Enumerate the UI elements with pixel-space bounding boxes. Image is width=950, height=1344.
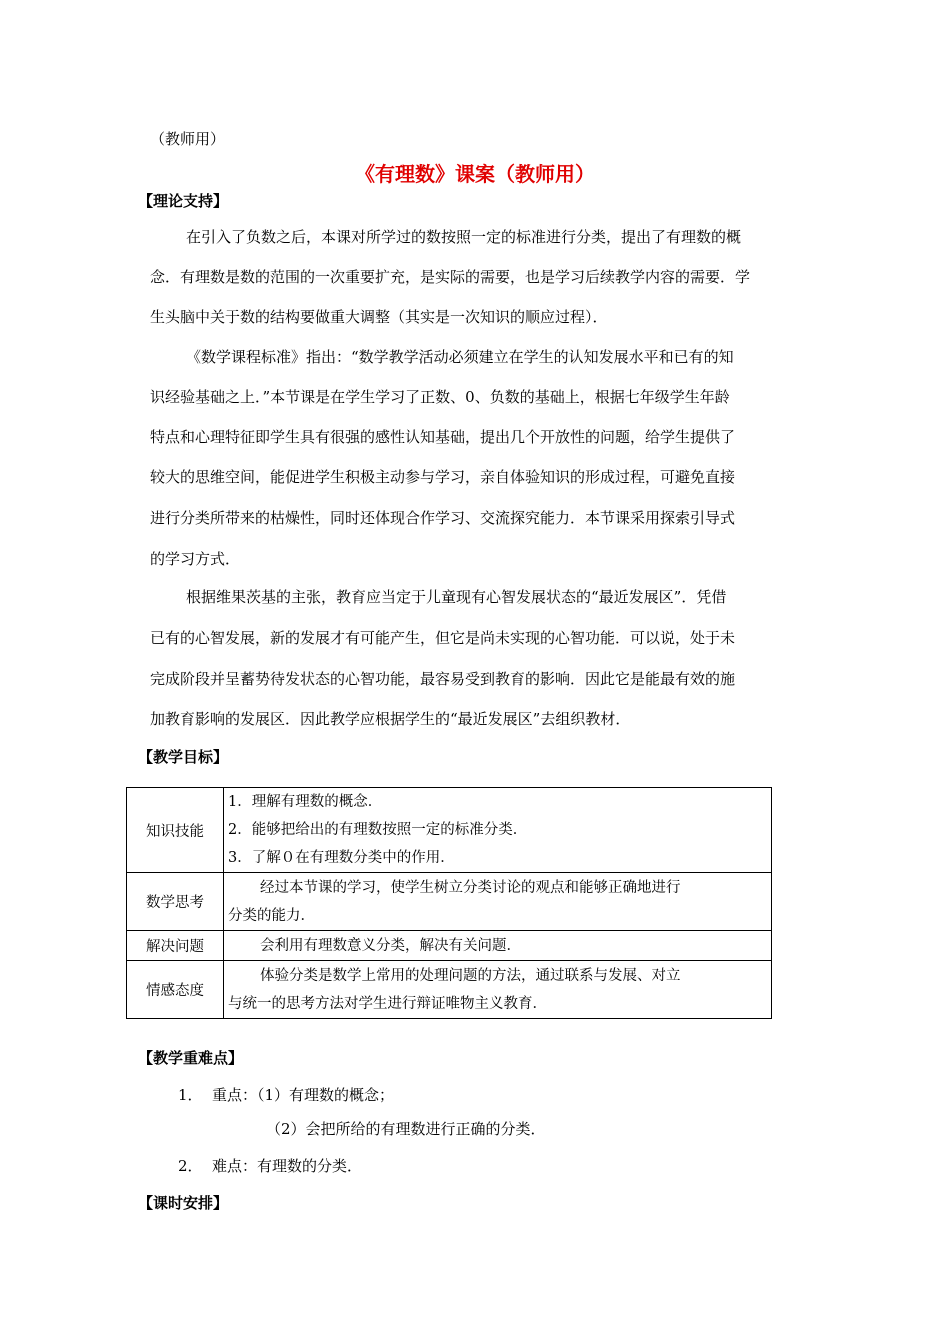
goal-line: 分类的能力． [228,907,315,924]
theory-line: 念．有理数是数的范围的一次重要扩充，是实际的需要，也是学习后续教学内容的需要．学 [150,268,751,286]
goal-line: 体验分类是数学上常用的处理问题的方法，通过联系与发展、对立 [260,967,681,984]
keypoint-focus: 重点：（1）有理数的概念； [212,1086,395,1104]
page-title: 《有理数》课案（教师用） [355,162,595,186]
theory-line: 根据维果茨基的主张，教育应当定于儿童现有心智发展状态的“最近发展区”．凭借 [186,588,727,606]
goal-line: 3．了解０在有理数分类中的作用． [228,850,455,866]
theory-line: 在引入了负数之后，本课对所学过的数按照一定的标准进行分类，提出了有理数的概 [186,228,742,246]
theory-line: 生头脑中关于数的结构要做重大调整（其实是一次知识的顺应过程）． [150,308,608,326]
theory-line: 已有的心智发展，新的发展才有可能产生，但它是尚未实现的心智功能．可以说，处于未 [150,629,736,647]
keypoint-difficulty: 难点：有理数的分类． [212,1157,363,1175]
keypoints-heading: 【教学重难点】 [138,1049,244,1067]
goal-label-knowledge: 知识技能 [127,788,224,873]
goals-heading: 【教学目标】 [138,748,229,766]
goal-line: 经过本节课的学习，使学生树立分类讨论的观点和能够正确地进行 [260,879,681,896]
theory-line: 识经验基础之上．”本节课是在学生学习了正数、0、负数的基础上，根据七年级学生年龄 [150,388,730,406]
schedule-heading: 【课时安排】 [138,1194,229,1212]
theory-line: 特点和心理特征即学生具有很强的感性认知基础，提出几个开放性的问题，给学生提供了 [150,428,736,446]
goal-label-attitude: 情感态度 [127,961,224,1019]
keypoint-number: 1． [178,1086,203,1104]
goal-line: 会利用有理数意义分类，解决有关问题． [260,937,521,954]
goal-content-attitude [224,961,772,1019]
goal-content-thinking [224,873,772,931]
keypoint-focus-sub: （2）会把所给的有理数进行正确的分类． [266,1120,546,1138]
table-row [127,873,772,931]
goal-content-knowledge [224,788,772,873]
theory-line: 完成阶段并呈蓄势待发状态的心智功能，最容易受到教育的影响．因此它是能最有效的施 [150,670,736,688]
table-row [127,788,772,873]
theory-line: 进行分类所带来的枯燥性，同时还体现合作学习、交流探究能力．本节课采用探索引导式 [150,509,736,527]
goal-label-thinking: 数学思考 [127,873,224,931]
theory-line: 《数学课程标准》指出：“数学教学活动必须建立在学生的认知发展水平和已有的知 [186,348,734,366]
goals-table [126,787,772,1019]
goal-content-problem [224,931,772,961]
goal-line: 1．理解有理数的概念． [228,794,383,810]
goal-line: 2．能够把给出的有理数按照一定的标准分类． [228,822,528,838]
theory-line: 的学习方式． [150,550,241,568]
theory-line: 加教育影响的发展区．因此教学应根据学生的“最近发展区”去组织教材． [150,710,631,728]
document-tag: （教师用） [150,130,226,148]
table-row [127,931,772,961]
goal-line: 与统一的思考方法对学生进行辩证唯物主义教育． [228,995,547,1012]
theory-heading: 【理论支持】 [138,192,229,210]
keypoint-number: 2． [178,1157,203,1175]
goal-label-problem: 解决问题 [127,931,224,961]
theory-line: 较大的思维空间，能促进学生积极主动参与学习，亲自体验知识的形成过程，可避免直接 [150,468,736,486]
table-row [127,961,772,1019]
